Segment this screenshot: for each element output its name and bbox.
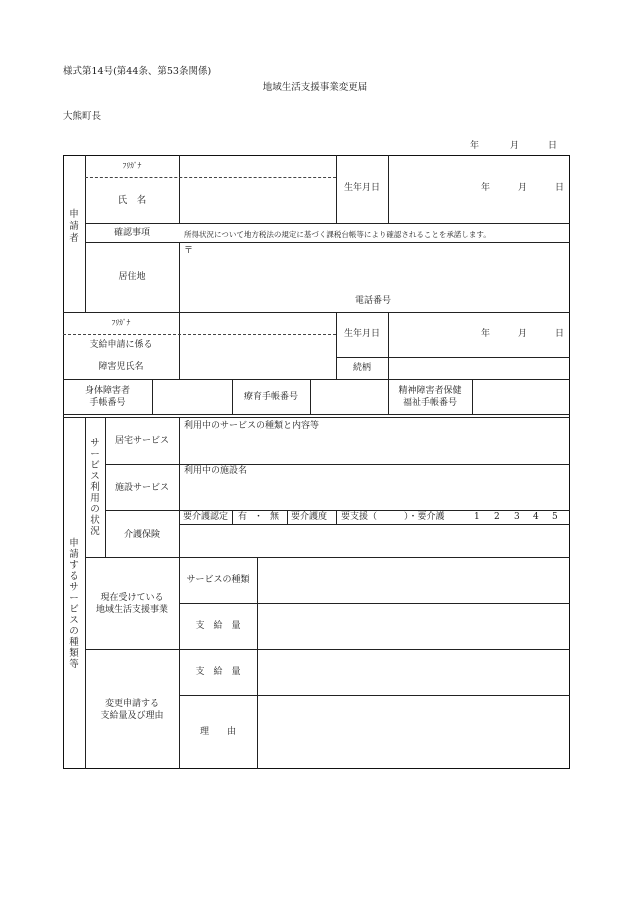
grid-line	[336, 357, 570, 358]
child-label-line1: 支給申請に係る	[89, 340, 153, 350]
date-year-label: 年	[470, 141, 480, 151]
grid-line	[105, 510, 570, 511]
care-yes: 有	[238, 512, 248, 522]
grid-line	[388, 312, 389, 379]
current-amount-label: 支 給 量	[195, 621, 241, 631]
consent-text: 所得状況について地方税法の規定に基づく課税台帳等により確認されることを承諾します。	[184, 230, 491, 239]
care-separator: ・	[254, 512, 264, 522]
grid-line	[85, 649, 570, 650]
applicant-birthdate-label: 生年月日	[343, 183, 380, 193]
service-type-label: サービスの種類	[186, 575, 250, 585]
form-table	[63, 155, 570, 769]
home-service-label: 居宅サービス	[114, 436, 169, 446]
home-service-note: 利用中のサービスの種類と内容等	[184, 421, 320, 431]
child-birth-year: 年	[481, 329, 491, 339]
physical-handbook-line2: 手帳番号	[89, 398, 126, 408]
addressee: 大熊町長	[63, 111, 102, 122]
applicant-furigana-label: ﾌﾘｶﾞﾅ	[122, 161, 142, 170]
grid-line	[85, 557, 570, 558]
grid-line	[63, 414, 570, 415]
reason-label: 理 由	[199, 727, 236, 737]
services-section-label: 申請するサービスの種類等	[69, 538, 79, 670]
grid-line	[179, 524, 570, 525]
grid-line	[105, 464, 570, 465]
child-birth-day: 日	[555, 329, 565, 339]
facility-service-label: 施設サービス	[114, 483, 169, 493]
care-level-2: 2	[494, 512, 500, 522]
phone-label: 電話番号	[355, 296, 392, 306]
grid-line	[232, 510, 233, 524]
care-insurance-label: 介護保険	[123, 530, 160, 540]
grid-line	[85, 223, 570, 224]
change-amount-label: 支 給 量	[195, 667, 241, 677]
current-service-line2: 地域生活支援事業	[95, 605, 168, 615]
change-request-line2: 支給量及び理由	[100, 711, 164, 721]
applicant-birth-month: 月	[518, 183, 528, 193]
grid-line	[152, 379, 153, 415]
grid-line	[336, 510, 337, 524]
applicant-section-label: 申請者	[69, 209, 79, 244]
grid-line	[257, 557, 258, 769]
grid-line	[179, 155, 180, 223]
current-service-line1: 現在受けている	[100, 593, 164, 603]
child-furigana-divider	[63, 334, 336, 335]
address-label: 居住地	[118, 272, 146, 282]
relation-label: 続柄	[352, 363, 371, 373]
postal-mark: 〒	[184, 246, 194, 256]
service-usage-label: サービス利用の状況	[90, 438, 100, 537]
mental-handbook-line2: 福祉手帳番号	[402, 398, 457, 408]
child-birth-month: 月	[518, 329, 528, 339]
facility-service-note: 利用中の施設名	[184, 466, 248, 476]
applicant-birth-day: 日	[555, 183, 565, 193]
care-level-3: 3	[514, 512, 520, 522]
grid-line	[179, 695, 570, 696]
care-no: 無	[270, 512, 280, 522]
consent-label: 確認事項	[113, 228, 150, 238]
child-label-line2: 障害児氏名	[98, 362, 144, 372]
grid-line	[179, 603, 570, 604]
care-level-label: 要介護度	[291, 512, 328, 522]
grid-line	[287, 510, 288, 524]
physical-handbook-line1: 身体障害者	[84, 386, 130, 396]
grid-line	[179, 417, 180, 769]
applicant-birth-year: 年	[481, 183, 491, 193]
grid-line	[310, 379, 311, 415]
grid-line	[388, 379, 389, 415]
applicant-name-label: 氏 名	[117, 195, 147, 206]
change-request-line1: 変更申請する	[104, 699, 159, 709]
care-level-5: 5	[552, 512, 558, 522]
form-number: 様式第14号(第44条、第53条関係)	[63, 66, 212, 77]
grid-line	[388, 155, 389, 223]
date-month-label: 月	[510, 141, 520, 151]
ryoiku-handbook-label: 療育手帳番号	[243, 392, 298, 402]
grid-line	[63, 312, 570, 313]
child-furigana-label: ﾌﾘｶﾞﾅ	[111, 318, 131, 327]
grid-line	[63, 417, 570, 418]
grid-line	[179, 312, 180, 379]
date-day-label: 日	[548, 141, 558, 151]
form-title: 地域生活支援事業変更届	[262, 82, 368, 93]
care-cert-label: 要介護認定	[183, 512, 229, 522]
mental-handbook-line1: 精神障害者保健	[398, 386, 462, 396]
child-birthdate-label: 生年月日	[343, 329, 380, 339]
grid-line	[85, 242, 570, 243]
grid-line	[472, 379, 473, 415]
grid-line	[179, 242, 180, 312]
care-support-text: 要支援（ ）・要介護	[341, 512, 445, 522]
care-level-1: 1	[474, 512, 480, 522]
care-level-4: 4	[533, 512, 539, 522]
furigana-divider	[85, 177, 336, 178]
grid-line	[63, 379, 570, 380]
